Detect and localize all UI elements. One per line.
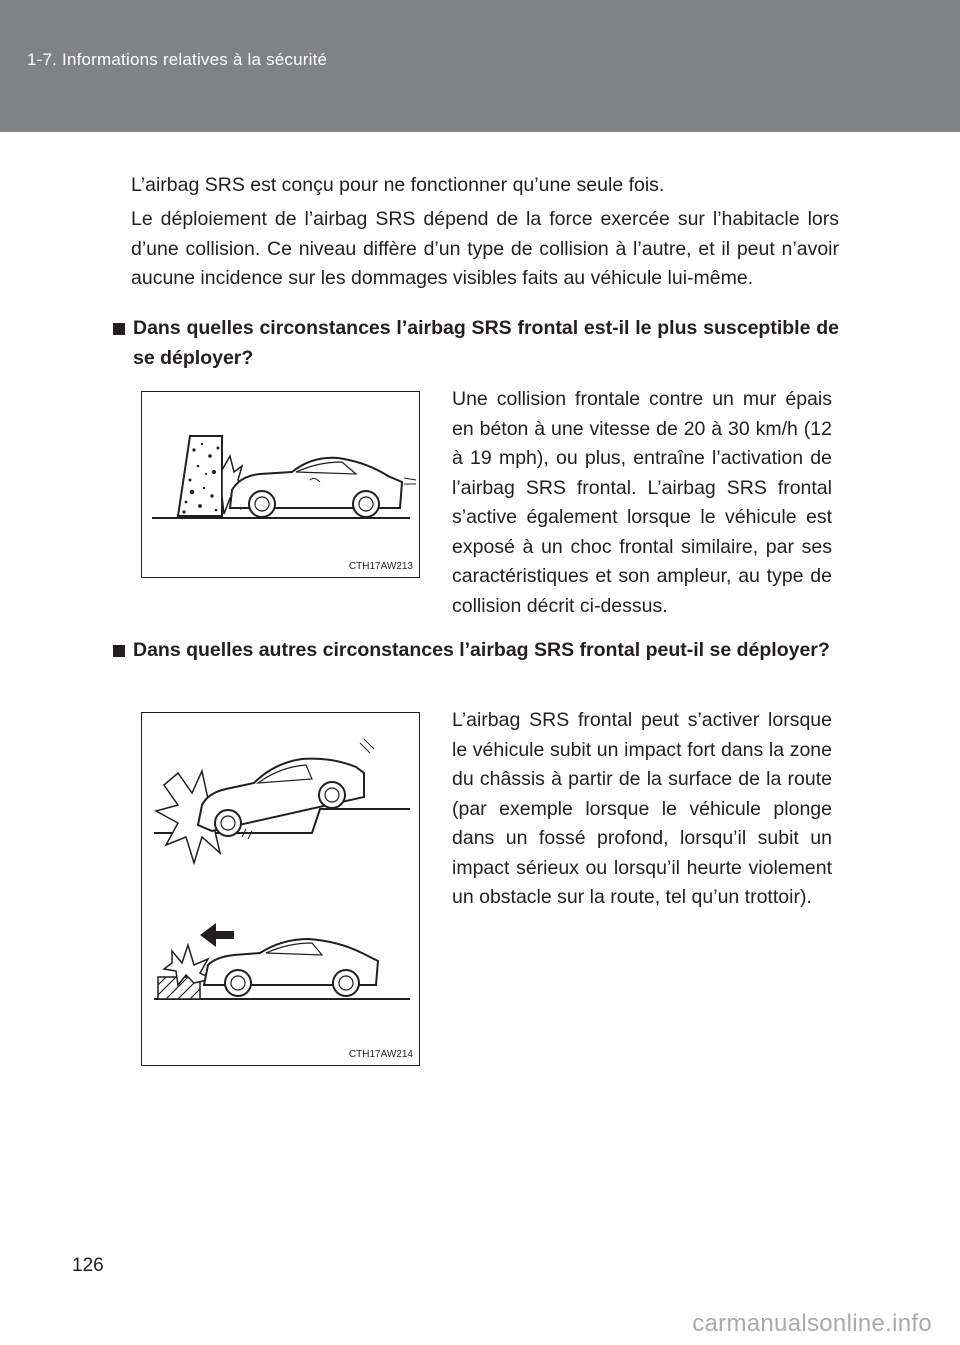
section-heading-1: Dans quelles circonstances l’airbag SRS frontal est-il le plus susceptible de se déployer? [133,317,839,369]
section-2-description: L’airbag SRS frontal peut s’activer lorsque le véhicule subit un impact fort dans la zone du châssis à partir de la surface de la route (par exemple lorsque le véhicule plonge dans un fossé profond, lorsqu’il subit un impact sérieux ou lorsqu’il heurte violement un obstacle sur la route, tel qu’un trottoir). [452,709,832,908]
square-bullet-icon [113,645,125,657]
section-title: 1-7. Informations relatives à la sécurité [27,50,328,69]
car-underbody-impact-illustration [142,713,421,1067]
watermark: carmanualsonline.info [692,1310,932,1337]
figure-code: CTH17AW213 [348,561,413,572]
section-heading-2: Dans quelles autres circonstances l’airbag SRS frontal peut-il se déployer? [133,639,830,661]
car-wall-collision-illustration [142,392,421,579]
page-number: 126 [72,1255,104,1276]
intro-paragraph-2: Le déploiement de l’airbag SRS dépend de la force exercée sur l’habitacle lors d’une collision. Ce niveau diffère d’un type de collision à l’autre, et il peut n’avoir aucune incidence sur les dommages visibles faits au véhicule lui-même. [131,208,839,289]
section-1-description: Une collision frontale contre un mur épais en béton à une vitesse de 20 à 30 km/h (12 à 19 mph), ou plus, entraîne l’activation de l’airbag SRS frontal. L’airbag SRS frontal s’active également lorsque le véhicule est exposé à un choc frontal similaire, par ses caractéristiques et son ampleur, au type de collision décrit ci-dessus. [452,388,832,617]
square-bullet-icon [113,323,125,335]
figure-code: CTH17AW214 [348,1049,413,1060]
illustration-underbody-impact [141,712,420,1066]
illustration-frontal-wall-collision [141,391,420,578]
intro-paragraph-1: L’airbag SRS est conçu pour ne fonctionner qu’une seule fois. [131,174,665,196]
page-header [0,0,960,132]
